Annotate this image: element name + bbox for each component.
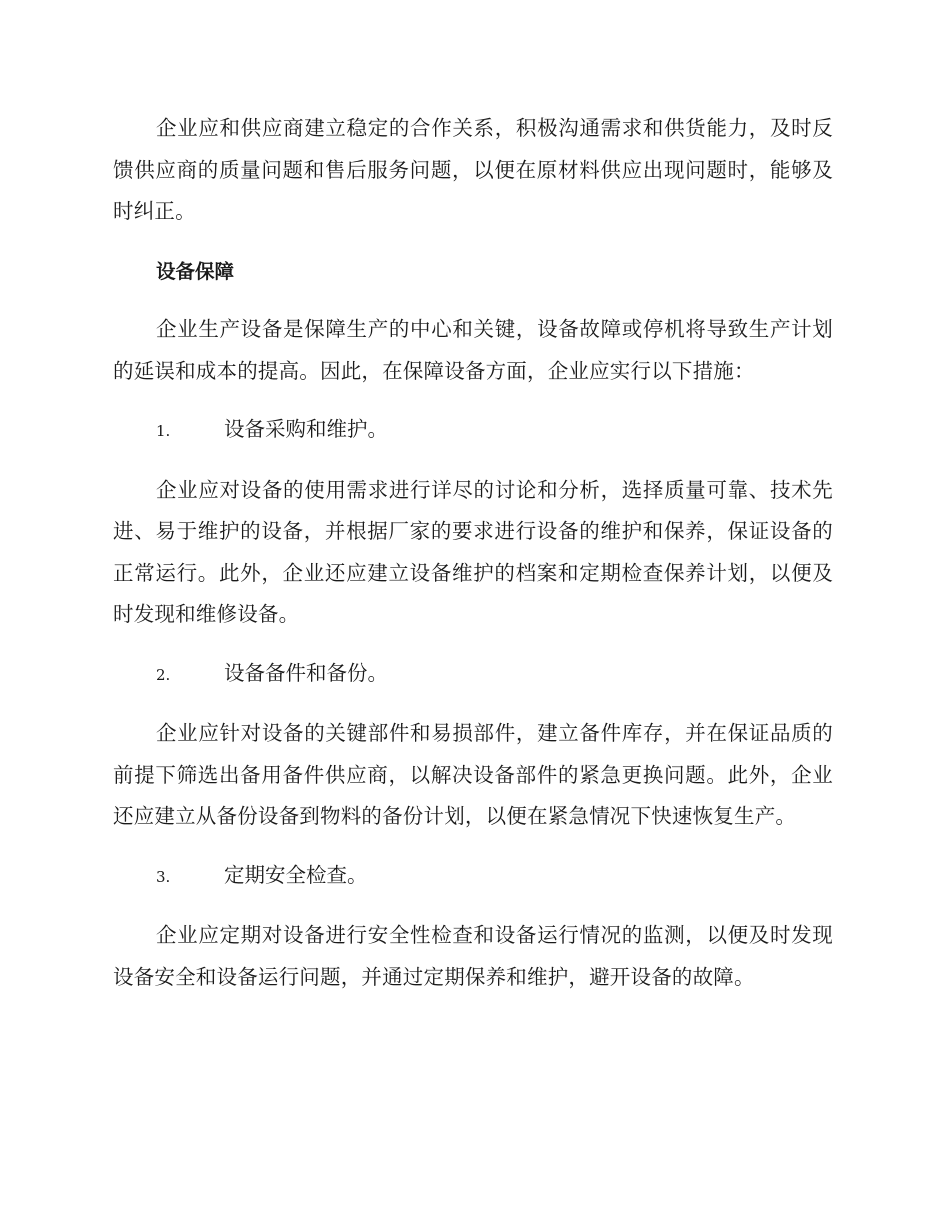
list-label-2: 设备备件和备份。 xyxy=(224,660,388,685)
paragraph-procurement-maintenance: 企业应对设备的使用需求进行详尽的讨论和分析，选择质量可靠、技术先进、易于维护的设备，并根据厂家的要求进行设备的维护和保养，保证设备的正常运行。此外，企业还应建立设备维护的档案和定期检查保养计划，以便及时发现和维修设备。 xyxy=(113,477,833,626)
list-label-3: 定期安全检查。 xyxy=(224,862,368,887)
section-heading-equipment: 设备保障 xyxy=(156,259,235,283)
list-number-1: 1. xyxy=(156,422,171,440)
spacer xyxy=(113,636,833,653)
spacer xyxy=(113,292,833,309)
paragraph-equipment-intro: 企业生产设备是保障生产的中心和关键，设备故障或停机将导致生产计划的延误和成本的提高。因此，在保障设备方面，企业应实行以下措施： xyxy=(113,317,833,383)
list-item-1 xyxy=(113,409,833,453)
spacer xyxy=(113,453,833,470)
paragraph-supplier-relations: 企业应和供应商建立稳定的合作关系，积极沟通需求和供货能力，及时反馈供应商的质量问题和售后服务问题，以便在原材料供应出现问题时，能够及时纠正。 xyxy=(113,116,833,223)
list-number-3: 3. xyxy=(156,867,171,886)
list-item-2 xyxy=(113,653,833,697)
list-number-2: 2. xyxy=(156,665,171,684)
spacer xyxy=(113,696,833,713)
paragraph-spare-parts: 企业应针对设备的关键部件和易损部件，建立备件库存，并在保证品质的前提下筛选出备用备件供应商，以解决设备部件的紧急更换问题。此外，企业还应建立从备份设备到物料的备份计划，以便在紧急情况下快速恢复生产。 xyxy=(113,721,833,828)
spacer xyxy=(113,898,833,915)
paragraph-safety-inspection: 企业应定期对设备进行安全性检查和设备运行情况的监测，以便及时发现设备安全和设备运行问题，并通过定期保养和维护，避开设备的故障。 xyxy=(113,923,833,989)
spacer xyxy=(113,838,833,855)
list-item-3 xyxy=(113,855,833,899)
document-page xyxy=(113,108,833,998)
spacer xyxy=(113,233,833,251)
list-label-1: 设备采购和维护。 xyxy=(224,417,388,441)
spacer xyxy=(113,392,833,409)
